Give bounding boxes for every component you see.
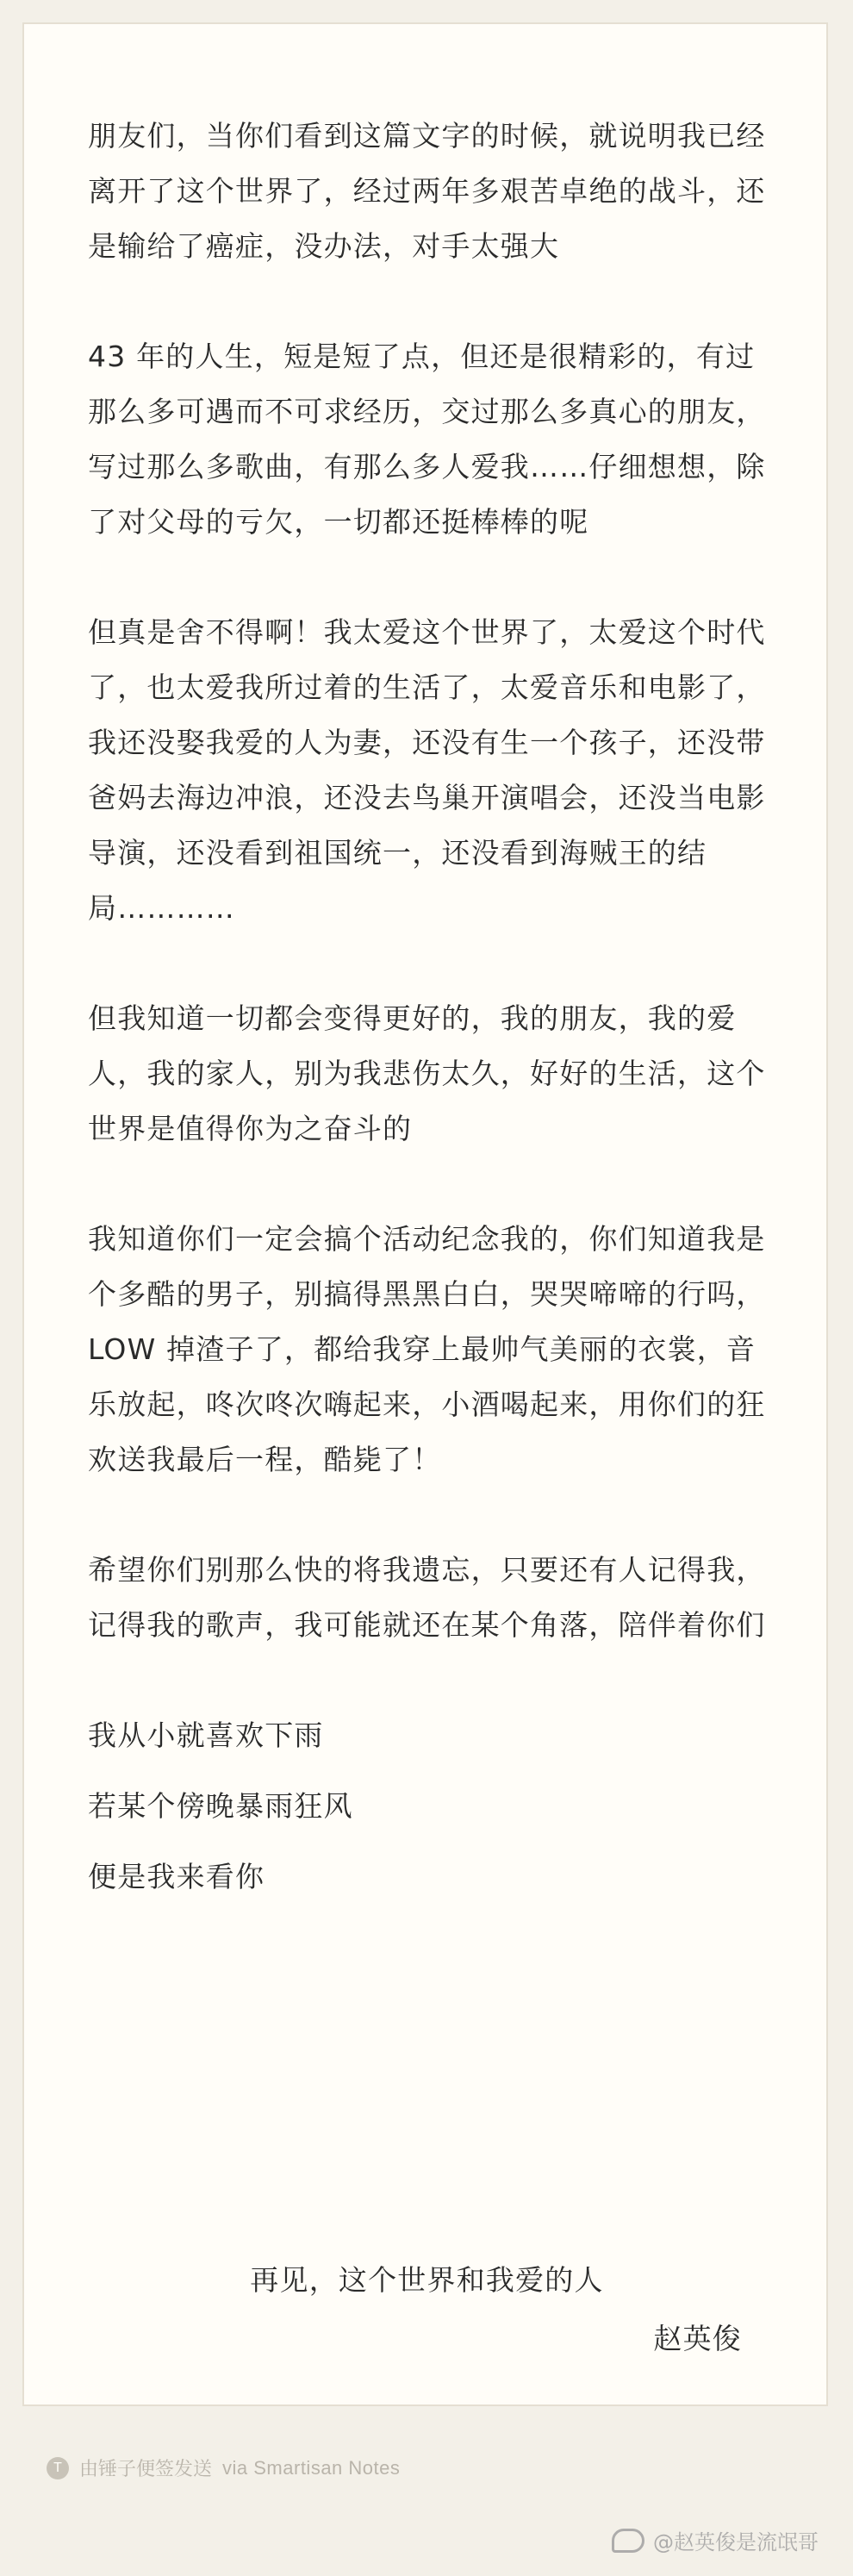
paragraph: 朋友们，当你们看到这篇文字的时候，就说明我已经离开了这个世界了，经过两年多艰苦卓绝的战斗，还是输给了癌症，没办法，对手太强大 [88,119,766,263]
paragraph: 但真是舍不得啊！我太爱这个世界了，太爱这个时代了，也太爱我所过着的生活了，太爱音乐和电影了，我还没娶我爱的人为妻，还没有生一个孩子，还没带爸妈去海边冲浪，还没去鸟巢开演唱会，还没当电影导演，还没看到祖国统一，还没看到海贼王的结局………… [88,615,766,925]
signature: 赵英俊 [653,2322,742,2355]
sent-via-footer [47,2454,400,2481]
via-app-label: via Smartisan Notes [222,2456,401,2479]
note-paper [22,22,828,2406]
farewell-line: 再见，这个世界和我爱的人 [250,2263,604,2297]
paragraph: 希望你们别那么快的将我遗忘，只要还有人记得我，记得我的歌声，我可能就还在某个角落，陪伴着你们 [88,1553,766,1642]
watermark-handle: @赵英俊是流氓哥 [653,2530,819,2554]
paragraph: 43 年的人生，短是短了点，但还是很精彩的，有过那么多可遇而不可求经历，交过那么多真心的朋友，写过那么多歌曲，有那么多人爱我……仔细想想，除了对父母的亏欠，一切都还挺棒棒的呢 [88,340,766,539]
sent-via-label: 由锤子便签发送 [79,2459,213,2480]
paragraph: 但我知道一切都会变得更好的，我的朋友，我的爱人，我的家人，别为我悲伤太久，好好的生活，这个世界是值得你为之奋斗的 [88,1001,766,1145]
short-line: 我从小就喜欢下雨 [88,1718,324,1752]
hammer-icon: T [47,2457,69,2479]
letter-body [88,109,777,1920]
weibo-icon [612,2529,644,2553]
short-line: 便是我来看你 [88,1860,265,1893]
paragraph: 我知道你们一定会搞个活动纪念我的，你们知道我是个多酷的男子，别搞得黑黑白白，哭哭啼啼的行吗， LOW 掉渣子了，都给我穿上最帅气美丽的衣裳，音乐放起，咚次咚次嗨起来，小酒喝起来，用你们的狂欢送我最后一程，酷毙了！ [88,1222,766,1476]
short-line: 若某个傍晚暴雨狂风 [88,1789,353,1823]
weibo-watermark [612,2525,819,2555]
